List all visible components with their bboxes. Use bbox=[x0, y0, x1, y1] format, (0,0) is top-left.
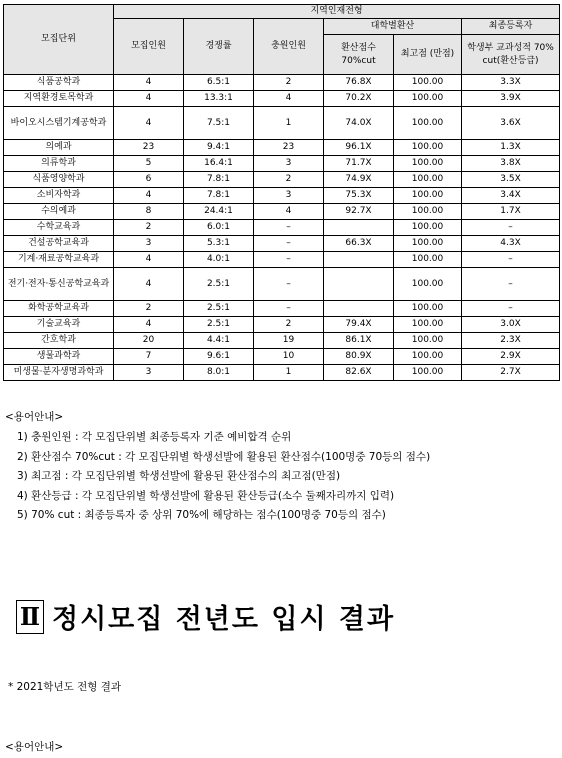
cell-waitlist: 3 bbox=[254, 188, 324, 204]
cell-competition: 2.5:1 bbox=[184, 317, 254, 333]
cell-recruit: 4 bbox=[114, 91, 184, 107]
cell-competition: 24.4:1 bbox=[184, 204, 254, 220]
cell-final-grade: – bbox=[462, 301, 560, 317]
cell-converted-score: 66.3X bbox=[324, 236, 394, 252]
table-row bbox=[4, 188, 560, 204]
cell-final-grade: 1.3X bbox=[462, 140, 560, 156]
cell-waitlist: – bbox=[254, 236, 324, 252]
table-row bbox=[4, 349, 560, 365]
table-body bbox=[4, 75, 560, 381]
cell-max-score: 100.00 bbox=[394, 252, 462, 268]
cell-max-score: 100.00 bbox=[394, 317, 462, 333]
table-row bbox=[4, 268, 560, 301]
cell-competition: 5.3:1 bbox=[184, 236, 254, 252]
cell-waitlist: 1 bbox=[254, 365, 324, 381]
cell-recruit: 2 bbox=[114, 301, 184, 317]
cell-final-grade: 3.4X bbox=[462, 188, 560, 204]
terms-item: 2) 환산점수 70%cut : 각 모집단위별 학생선발에 활용된 환산점수(100명중 70등의 점수) bbox=[17, 450, 431, 463]
cell-max-score: 100.00 bbox=[394, 188, 462, 204]
cell-unit: 식품영양학과 bbox=[4, 172, 114, 188]
cell-converted-score: 74.9X bbox=[324, 172, 394, 188]
cell-final-grade: 2.3X bbox=[462, 333, 560, 349]
table-row bbox=[4, 333, 560, 349]
cell-final-grade: – bbox=[462, 268, 560, 301]
cell-competition: 8.0:1 bbox=[184, 365, 254, 381]
cell-unit: 건설공학교육과 bbox=[4, 236, 114, 252]
cell-converted-score bbox=[324, 268, 394, 301]
cell-max-score: 100.00 bbox=[394, 333, 462, 349]
header-recruit: 모집인원 bbox=[114, 19, 184, 75]
terms-item: 4) 환산등급 : 각 모집단위별 학생선발에 활용된 환산등급(소수 둘째자리까지 입력) bbox=[17, 489, 395, 502]
cell-waitlist: 2 bbox=[254, 317, 324, 333]
cell-converted-score: 92.7X bbox=[324, 204, 394, 220]
table-row bbox=[4, 107, 560, 140]
cell-recruit: 4 bbox=[114, 317, 184, 333]
header-final-detail: 학생부 교과성적 70% cut(환산등급) bbox=[462, 35, 560, 75]
cell-converted-score bbox=[324, 220, 394, 236]
cell-converted-score: 76.8X bbox=[324, 75, 394, 91]
cell-waitlist: 10 bbox=[254, 349, 324, 365]
table-row bbox=[4, 156, 560, 172]
section-heading bbox=[16, 597, 395, 636]
cell-recruit: 7 bbox=[114, 349, 184, 365]
cell-recruit: 4 bbox=[114, 188, 184, 204]
cell-max-score: 100.00 bbox=[394, 204, 462, 220]
cell-competition: 2.5:1 bbox=[184, 301, 254, 317]
cell-unit: 의류학과 bbox=[4, 156, 114, 172]
cell-unit: 수학교육과 bbox=[4, 220, 114, 236]
cell-max-score: 100.00 bbox=[394, 349, 462, 365]
cell-recruit: 4 bbox=[114, 268, 184, 301]
cell-final-grade: 3.9X bbox=[462, 91, 560, 107]
table-row bbox=[4, 204, 560, 220]
cell-converted-score: 96.1X bbox=[324, 140, 394, 156]
terms-title-2: <용어안내> bbox=[5, 741, 64, 753]
table-row bbox=[4, 252, 560, 268]
cell-final-grade: 2.7X bbox=[462, 365, 560, 381]
cell-recruit: 5 bbox=[114, 156, 184, 172]
cell-competition: 7.8:1 bbox=[184, 172, 254, 188]
cell-unit: 미생물·분자생명과학과 bbox=[4, 365, 114, 381]
cell-unit: 기술교육과 bbox=[4, 317, 114, 333]
cell-recruit: 4 bbox=[114, 252, 184, 268]
cell-waitlist: 19 bbox=[254, 333, 324, 349]
cell-max-score: 100.00 bbox=[394, 236, 462, 252]
cell-competition: 7.5:1 bbox=[184, 107, 254, 140]
cell-waitlist: 1 bbox=[254, 107, 324, 140]
cell-recruit: 4 bbox=[114, 75, 184, 91]
cell-max-score: 100.00 bbox=[394, 75, 462, 91]
table-row bbox=[4, 220, 560, 236]
table-row bbox=[4, 140, 560, 156]
table-row bbox=[4, 317, 560, 333]
cell-waitlist: – bbox=[254, 220, 324, 236]
cell-unit: 식품공학과 bbox=[4, 75, 114, 91]
cell-competition: 16.4:1 bbox=[184, 156, 254, 172]
header-waitlist: 충원인원 bbox=[254, 19, 324, 75]
cell-competition: 4.4:1 bbox=[184, 333, 254, 349]
cell-max-score: 100.00 bbox=[394, 268, 462, 301]
cell-converted-score bbox=[324, 252, 394, 268]
cell-unit: 소비자학과 bbox=[4, 188, 114, 204]
cell-waitlist: 23 bbox=[254, 140, 324, 156]
cell-final-grade: 1.7X bbox=[462, 204, 560, 220]
cell-final-grade: 3.5X bbox=[462, 172, 560, 188]
cell-unit: 바이오시스템기계공학과 bbox=[4, 107, 114, 140]
cell-competition: 4.0:1 bbox=[184, 252, 254, 268]
table-row bbox=[4, 75, 560, 91]
section-title: 정시모집 전년도 입시 결과 bbox=[52, 604, 396, 635]
cell-converted-score: 75.3X bbox=[324, 188, 394, 204]
header-unit: 모집단위 bbox=[4, 5, 114, 75]
table-row bbox=[4, 91, 560, 107]
cell-waitlist: – bbox=[254, 252, 324, 268]
terms-item: 3) 최고점 : 각 모집단위별 학생선발에 활용된 환산점수의 최고점(만점) bbox=[17, 470, 341, 482]
cell-waitlist: – bbox=[254, 268, 324, 301]
cell-recruit: 8 bbox=[114, 204, 184, 220]
cell-unit: 간호학과 bbox=[4, 333, 114, 349]
cell-waitlist: – bbox=[254, 301, 324, 317]
cell-unit: 기계·재료공학교육과 bbox=[4, 252, 114, 268]
cell-recruit: 4 bbox=[114, 107, 184, 140]
cell-max-score: 100.00 bbox=[394, 172, 462, 188]
cell-max-score: 100.00 bbox=[394, 140, 462, 156]
cell-recruit: 3 bbox=[114, 236, 184, 252]
cell-waitlist: 4 bbox=[254, 91, 324, 107]
cell-final-grade: 3.3X bbox=[462, 75, 560, 91]
cell-recruit: 20 bbox=[114, 333, 184, 349]
cell-converted-score: 80.9X bbox=[324, 349, 394, 365]
table-row bbox=[4, 236, 560, 252]
header-final-group: 최종등록자 bbox=[462, 19, 560, 35]
cell-competition: 9.4:1 bbox=[184, 140, 254, 156]
cell-final-grade: 3.6X bbox=[462, 107, 560, 140]
terms-title: <용어안내> bbox=[5, 411, 64, 423]
cell-competition: 6.5:1 bbox=[184, 75, 254, 91]
cell-recruit: 3 bbox=[114, 365, 184, 381]
cell-max-score: 100.00 bbox=[394, 365, 462, 381]
cell-waitlist: 2 bbox=[254, 172, 324, 188]
header-conversion-group: 대학별환산 bbox=[324, 19, 462, 35]
cell-unit: 화학공학교육과 bbox=[4, 301, 114, 317]
cell-waitlist: 2 bbox=[254, 75, 324, 91]
cell-competition: 7.8:1 bbox=[184, 188, 254, 204]
cell-waitlist: 3 bbox=[254, 156, 324, 172]
header-converted-score: 환산점수 70%cut bbox=[324, 35, 394, 75]
cell-unit: 의예과 bbox=[4, 140, 114, 156]
cell-max-score: 100.00 bbox=[394, 220, 462, 236]
cell-competition: 9.6:1 bbox=[184, 349, 254, 365]
header-regional-talent: 지역인재전형 bbox=[114, 5, 560, 19]
cell-unit: 지역환경토목학과 bbox=[4, 91, 114, 107]
cell-final-grade: 3.8X bbox=[462, 156, 560, 172]
cell-competition: 6.0:1 bbox=[184, 220, 254, 236]
cell-recruit: 6 bbox=[114, 172, 184, 188]
header-max-score: 최고점 (만점) bbox=[394, 35, 462, 75]
cell-converted-score: 86.1X bbox=[324, 333, 394, 349]
cell-converted-score: 71.7X bbox=[324, 156, 394, 172]
header-competition: 경쟁률 bbox=[184, 19, 254, 75]
cell-unit: 수의예과 bbox=[4, 204, 114, 220]
cell-final-grade: 2.9X bbox=[462, 349, 560, 365]
terms-item: 1) 충원인원 : 각 모집단위별 최종등록자 기준 예비합격 순위 bbox=[17, 431, 292, 443]
cell-unit: 생물과학과 bbox=[4, 349, 114, 365]
cell-max-score: 100.00 bbox=[394, 301, 462, 317]
cell-recruit: 2 bbox=[114, 220, 184, 236]
cell-competition: 13.3:1 bbox=[184, 91, 254, 107]
cell-max-score: 100.00 bbox=[394, 107, 462, 140]
table-row bbox=[4, 301, 560, 317]
cell-final-grade: 4.3X bbox=[462, 236, 560, 252]
cell-max-score: 100.00 bbox=[394, 91, 462, 107]
cell-unit: 전기·전자·통신공학교육과 bbox=[4, 268, 114, 301]
cell-converted-score: 79.4X bbox=[324, 317, 394, 333]
cell-converted-score bbox=[324, 301, 394, 317]
cell-waitlist: 4 bbox=[254, 204, 324, 220]
cell-competition: 2.5:1 bbox=[184, 268, 254, 301]
section-number: Ⅱ bbox=[16, 600, 44, 634]
terms-item: 5) 70% cut : 최종등록자 중 상위 70%에 해당하는 점수(100명중 70등의 점수) bbox=[17, 509, 386, 521]
admissions-result-table bbox=[3, 4, 560, 381]
year-note: * 2021학년도 전형 결과 bbox=[8, 681, 121, 693]
cell-max-score: 100.00 bbox=[394, 156, 462, 172]
cell-converted-score: 82.6X bbox=[324, 365, 394, 381]
cell-converted-score: 70.2X bbox=[324, 91, 394, 107]
cell-converted-score: 74.0X bbox=[324, 107, 394, 140]
table-row bbox=[4, 172, 560, 188]
cell-final-grade: – bbox=[462, 220, 560, 236]
cell-recruit: 23 bbox=[114, 140, 184, 156]
cell-final-grade: – bbox=[462, 252, 560, 268]
cell-final-grade: 3.0X bbox=[462, 317, 560, 333]
terms-guide bbox=[5, 410, 555, 526]
table-row bbox=[4, 365, 560, 381]
